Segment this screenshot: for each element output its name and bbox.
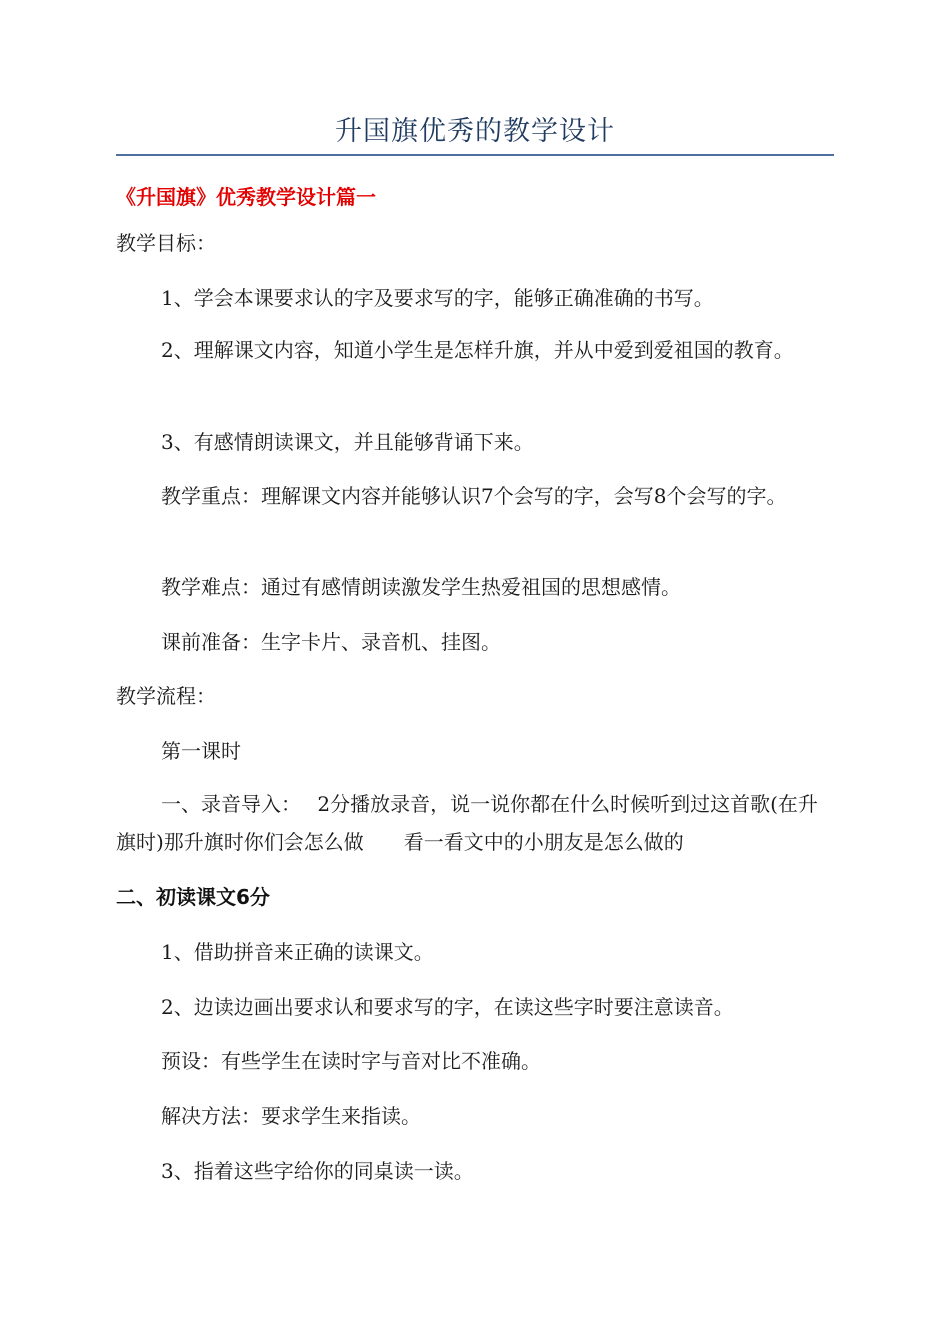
goal-3: 3、有感情朗读课文，并且能够背诵下来。 (161, 430, 534, 454)
preparation: 课前准备：生字卡片、录音机、挂图。 (161, 630, 501, 654)
step-1: 一、录音导入： 2分播放录音，说一说你都在什么时候听到过这首歌(在升旗时)那升旗时你们会怎么做 看一看文中的小朋友是怎么做的 (116, 792, 818, 854)
title-underline (116, 154, 834, 156)
key-point: 教学重点：理解课文内容并能够认识7个会写的字，会写8个会写的字。 (161, 484, 787, 508)
difficulty: 教学难点：通过有感情朗读激发学生热爱祖国的思想感情。 (161, 575, 681, 599)
read-step-1: 1、借助拼音来正确的读课文。 (161, 940, 434, 964)
read-step-3: 3、指着这些字给你的同桌读一读。 (161, 1159, 474, 1183)
goal-1: 1、学会本课要求认的字及要求写的字，能够正确准确的书写。 (161, 286, 714, 310)
preset-note: 预设：有些学生在读时字与音对比不准确。 (161, 1049, 541, 1073)
section-heading-2: 二、初读课文6分 (116, 885, 270, 909)
document-title: 升国旗优秀的教学设计 (335, 116, 615, 147)
goals-label: 教学目标： (116, 231, 216, 255)
lesson-1-label: 第一课时 (161, 739, 241, 763)
read-step-2: 2、边读边画出要求认和要求写的字，在读这些字时要注意读音。 (161, 995, 734, 1019)
section-heading-1: 《升国旗》优秀教学设计篇一 (116, 185, 376, 209)
process-label: 教学流程： (116, 684, 216, 708)
solution-note: 解决方法：要求学生来指读。 (161, 1104, 421, 1128)
goal-2: 2、理解课文内容，知道小学生是怎样升旗，并从中爱到爱祖国的教育。 (161, 338, 794, 362)
